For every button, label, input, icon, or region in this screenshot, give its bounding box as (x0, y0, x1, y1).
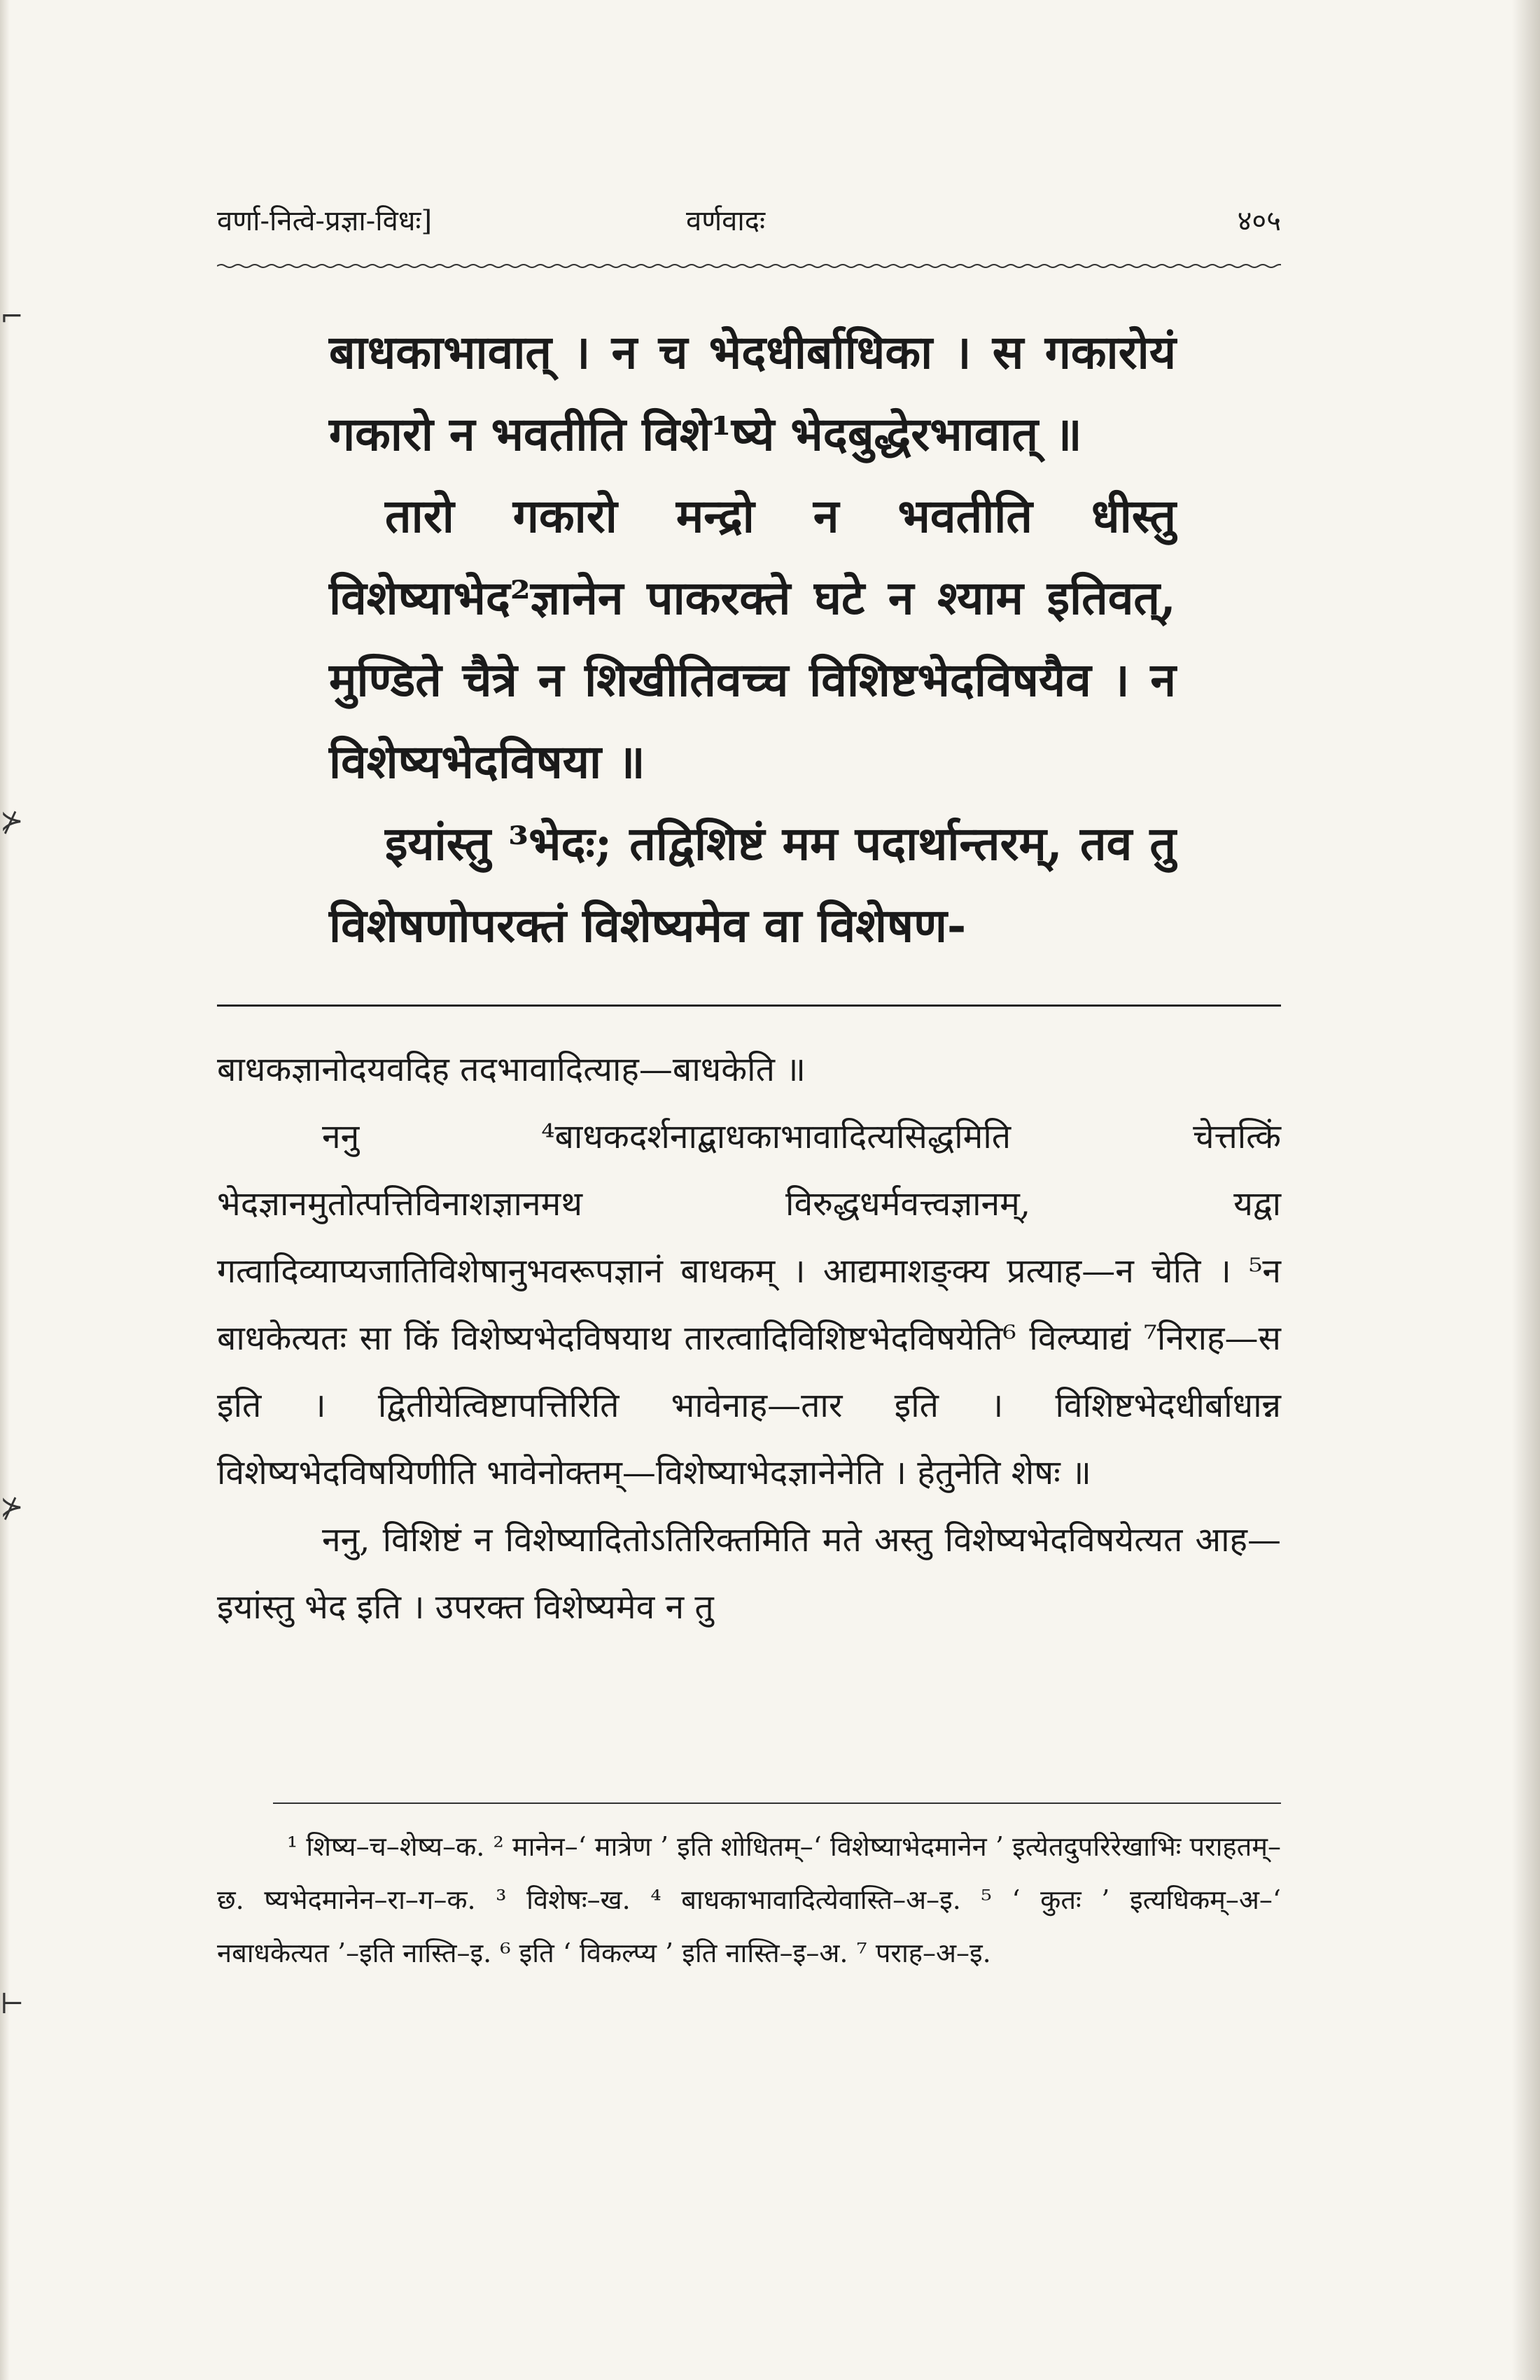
root-paragraph: इयांस्तु ³भेदः; तद्विशिष्टं मम पदार्थान्तरम्, तव तु विशेषणोपरक्तं विशेष्यमेव वा विशेषण- (329, 816, 1176, 953)
footnote-divider (273, 1802, 1281, 1804)
commentary-paragraph: ननु ⁴बाधकदर्शनाद्बाधकाभावादित्यसिद्धमिति चेत्तत्किं भेदज्ञानमुतोत्पत्तिविनाशज्ञानमथ विरुद्धधर्मवत्त्वज्ञानम्, यद्वा गत्वादिव्याप्यजातिविशेषानुभवरूपज्ञानं बाधकम् । आद्यमाशङ्क्य प्रत्याह—न चेति । ⁵न बाधकेत्यतः सा किं विशेष्यभेदविषयाथ तारत्वादिविशिष्टभेदविषयेति⁶ विल्प्याद्यं ⁷निराह—स इति । द्वितीयेत्विष्टापत्तिरिति भावेनाह—तार इति । विशिष्टभेदधीर्बाधान्न विशेष्यभेदविषयिणीति भावेनोक्तम्—विशेष्याभेदज्ञानेनेति । हेतुनेति शेषः ॥ (217, 1117, 1281, 1492)
root-commentary-divider (217, 1004, 1281, 1007)
header-section-title: वर्णा-नित्वे-प्रज्ञा-विधः] (217, 205, 433, 237)
margin-tick-mark: ⌐ (0, 301, 24, 333)
margin-tick-mark: ⊁ (0, 1491, 24, 1523)
running-header (217, 200, 1281, 242)
header-wavy-rule (217, 262, 1281, 270)
page-spine-shadow (0, 0, 10, 2380)
header-chapter-title: वर्णवादः (686, 205, 766, 237)
footnotes-text: ¹ शिष्य–च–शेष्य–क. ² मानेन–‘ मात्रेण ’ इति शोधितम्–‘ विशेष्याभेदमानेन ’ इत्येतदुपरिरेखाभिः पराहतम्–छ. ष्यभेदमानेन–रा–ग–क. ³ विशेषः–ख. ⁴ बाधकाभावादित्येवास्ति–अ–इ. ⁵ ‘ कुतः ’ इत्यधिकम्–अ–‘ नबाधकेत्यत ’–इति नास्ति–इ. ⁶ इति ‘ विकल्प्य ’ इति नास्ति–इ–अ. ⁷ पराह–अ–इ. (217, 1831, 1281, 1968)
commentary-paragraph: बाधकज्ञानोदयवदिह तदभावादित्याह—बाधकेति ॥ (217, 1050, 806, 1089)
margin-tick-mark: ⊢ (0, 1988, 24, 2020)
commentary-paragraph: ननु, विशिष्टं न विशेष्यादितोऽतिरिक्तमिति मते अस्तु विशेष्यभेदविषयेत्यत आह—इयांस्तु भेद इति । उपरक्त विशेष्यमेव न तु (217, 1520, 1281, 1627)
commentary-block (217, 1036, 1281, 1641)
margin-tick-mark: ⊁ (0, 805, 24, 837)
root-paragraph: बाधकाभावात् । न च भेदधीर्बाधिका । स गकारोयं गकारो न भवतीति विशे¹ष्ये भेदबुद्धेरभावात् ॥ (329, 325, 1176, 461)
page-edge-shadow (1512, 0, 1540, 2380)
page-number: ४०५ (1237, 205, 1281, 237)
root-text-block (329, 312, 1176, 967)
footnotes-block (217, 1820, 1281, 1980)
root-paragraph: तारो गकारो मन्द्रो न भवतीति धीस्तु विशेष्याभेद²ज्ञानेन पाकरक्ते घटे न श्याम इतिवत्, मुण्डिते चैत्रे न शिखीतिवच्च विशिष्टभेदविषयैव । न विशेष्यभेदविषया ॥ (329, 489, 1176, 789)
